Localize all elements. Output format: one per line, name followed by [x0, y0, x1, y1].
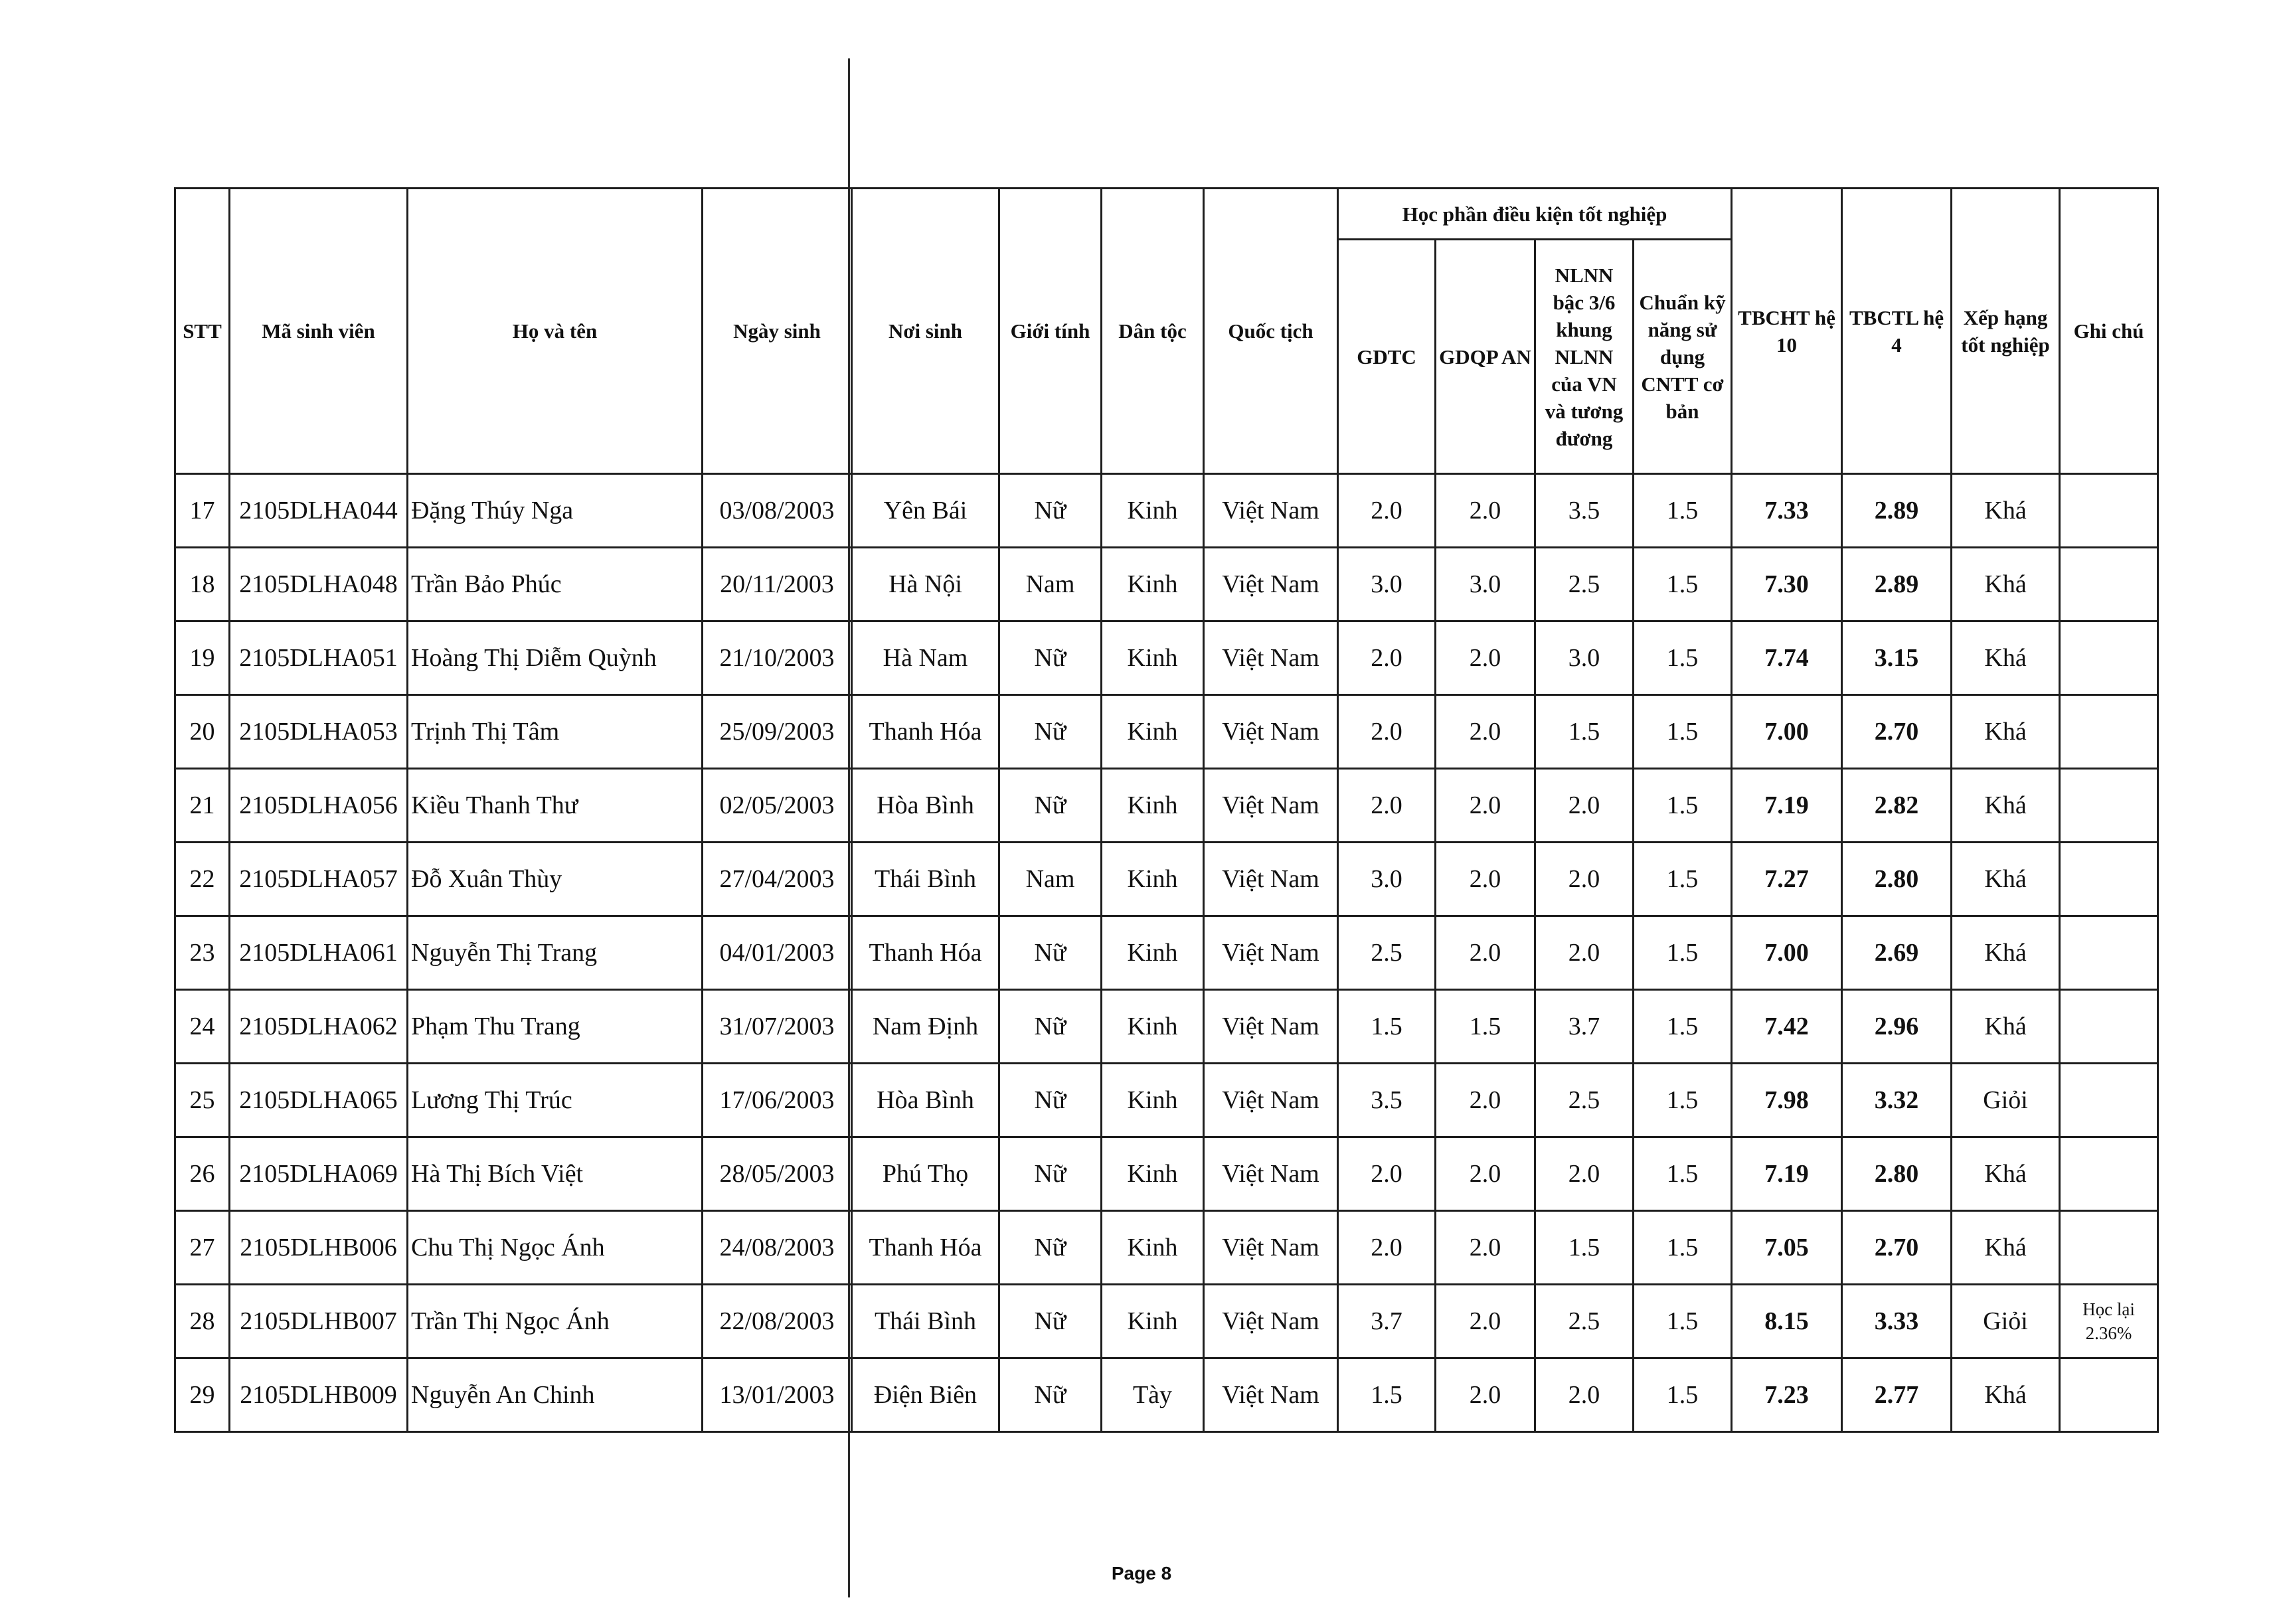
cell-ethnicity: Kinh [1102, 990, 1204, 1064]
cell-nlnn: 3.7 [1535, 990, 1634, 1064]
cell-notes [2060, 621, 2158, 695]
table-row [175, 1137, 2158, 1211]
cell-gender: Nam [999, 843, 1102, 916]
cell-tbcht: 7.33 [1732, 474, 1842, 548]
cell-full-name: Nguyễn An Chinh [408, 1358, 703, 1432]
cell-gdtc: 2.0 [1338, 769, 1436, 843]
graduation-table [174, 187, 2159, 1433]
cell-birth-date: 27/04/2003 [703, 843, 852, 916]
cell-tbctl: 2.70 [1842, 695, 1952, 769]
cell-gender: Nữ [999, 990, 1102, 1064]
cell-gdtc: 3.7 [1338, 1285, 1436, 1358]
cell-tbctl: 3.15 [1842, 621, 1952, 695]
cell-gender: Nam [999, 548, 1102, 621]
table-row [175, 769, 2158, 843]
cell-notes [2060, 990, 2158, 1064]
cell-stt: 24 [175, 990, 230, 1064]
header-gdtc: GDTC [1338, 240, 1436, 474]
cell-ethnicity: Kinh [1102, 1137, 1204, 1211]
cell-tbctl: 2.80 [1842, 1137, 1952, 1211]
cell-ethnicity: Kinh [1102, 548, 1204, 621]
cell-tbctl: 2.96 [1842, 990, 1952, 1064]
cell-student-id: 2105DLHA053 [230, 695, 408, 769]
cell-tbcht: 7.98 [1732, 1064, 1842, 1137]
cell-nlnn: 2.0 [1535, 843, 1634, 916]
cell-nationality: Việt Nam [1204, 548, 1338, 621]
cell-notes [2060, 1211, 2158, 1285]
cell-gdtc: 3.0 [1338, 843, 1436, 916]
cell-tbctl: 2.80 [1842, 843, 1952, 916]
cell-nlnn: 1.5 [1535, 695, 1634, 769]
cell-cntt: 1.5 [1634, 843, 1732, 916]
cell-ethnicity: Kinh [1102, 621, 1204, 695]
header-cntt: Chuẩn kỹ năng sử dụng CNTT cơ bản [1634, 240, 1732, 474]
cell-nlnn: 1.5 [1535, 1211, 1634, 1285]
table-body [175, 474, 2158, 1432]
cell-nationality: Việt Nam [1204, 843, 1338, 916]
cell-ethnicity: Kinh [1102, 695, 1204, 769]
cell-full-name: Trần Thị Ngọc Ánh [408, 1285, 703, 1358]
cell-ethnicity: Kinh [1102, 474, 1204, 548]
cell-gender: Nữ [999, 695, 1102, 769]
cell-nationality: Việt Nam [1204, 474, 1338, 548]
cell-birth-date: 22/08/2003 [703, 1285, 852, 1358]
cell-birth-place: Thanh Hóa [852, 695, 999, 769]
cell-ethnicity: Kinh [1102, 1064, 1204, 1137]
cell-notes [2060, 769, 2158, 843]
cell-nlnn: 2.0 [1535, 769, 1634, 843]
table-row [175, 916, 2158, 990]
cell-stt: 29 [175, 1358, 230, 1432]
cell-student-id: 2105DLHB007 [230, 1285, 408, 1358]
cell-birth-place: Điện Biên [852, 1358, 999, 1432]
cell-birth-place: Yên Bái [852, 474, 999, 548]
cell-ranking: Khá [1952, 474, 2060, 548]
cell-ethnicity: Kinh [1102, 1285, 1204, 1358]
cell-notes [2060, 843, 2158, 916]
cell-student-id: 2105DLHA061 [230, 916, 408, 990]
cell-full-name: Hà Thị Bích Việt [408, 1137, 703, 1211]
cell-tbcht: 7.05 [1732, 1211, 1842, 1285]
table-row [175, 621, 2158, 695]
cell-cntt: 1.5 [1634, 1137, 1732, 1211]
cell-cntt: 1.5 [1634, 916, 1732, 990]
cell-ethnicity: Kinh [1102, 769, 1204, 843]
cell-notes [2060, 695, 2158, 769]
cell-nlnn: 2.0 [1535, 1137, 1634, 1211]
cell-full-name: Hoàng Thị Diễm Quỳnh [408, 621, 703, 695]
table-row [175, 1064, 2158, 1137]
cell-tbcht: 7.00 [1732, 916, 1842, 990]
cell-stt: 18 [175, 548, 230, 621]
cell-nationality: Việt Nam [1204, 1137, 1338, 1211]
cell-tbcht: 7.23 [1732, 1358, 1842, 1432]
cell-birth-place: Thái Bình [852, 1285, 999, 1358]
cell-stt: 23 [175, 916, 230, 990]
cell-cntt: 1.5 [1634, 1358, 1732, 1432]
cell-gdtc: 2.0 [1338, 1211, 1436, 1285]
cell-full-name: Chu Thị Ngọc Ánh [408, 1211, 703, 1285]
cell-student-id: 2105DLHB009 [230, 1358, 408, 1432]
cell-stt: 21 [175, 769, 230, 843]
cell-gender: Nữ [999, 1211, 1102, 1285]
table-row [175, 695, 2158, 769]
cell-gender: Nữ [999, 621, 1102, 695]
table-row [175, 990, 2158, 1064]
cell-gender: Nữ [999, 1285, 1102, 1358]
cell-notes [2060, 548, 2158, 621]
cell-tbcht: 7.19 [1732, 1137, 1842, 1211]
cell-gdqp: 2.0 [1436, 1285, 1535, 1358]
cell-tbcht: 7.19 [1732, 769, 1842, 843]
cell-ranking: Khá [1952, 1137, 2060, 1211]
cell-notes [2060, 474, 2158, 548]
cell-student-id: 2105DLHA051 [230, 621, 408, 695]
cell-cntt: 1.5 [1634, 769, 1732, 843]
cell-gdqp: 3.0 [1436, 548, 1535, 621]
table-row [175, 1358, 2158, 1432]
cell-ethnicity: Kinh [1102, 1211, 1204, 1285]
cell-birth-date: 28/05/2003 [703, 1137, 852, 1211]
cell-birth-place: Nam Định [852, 990, 999, 1064]
cell-tbctl: 3.32 [1842, 1064, 1952, 1137]
cell-student-id: 2105DLHA069 [230, 1137, 408, 1211]
cell-cntt: 1.5 [1634, 1285, 1732, 1358]
cell-birth-place: Thanh Hóa [852, 916, 999, 990]
table-row [175, 474, 2158, 548]
cell-full-name: Kiều Thanh Thư [408, 769, 703, 843]
cell-ethnicity: Kinh [1102, 916, 1204, 990]
cell-ethnicity: Kinh [1102, 843, 1204, 916]
cell-gdqp: 2.0 [1436, 843, 1535, 916]
cell-gdtc: 3.5 [1338, 1064, 1436, 1137]
cell-cntt: 1.5 [1634, 621, 1732, 695]
cell-birth-date: 25/09/2003 [703, 695, 852, 769]
cell-gdqp: 2.0 [1436, 769, 1535, 843]
cell-nationality: Việt Nam [1204, 1285, 1338, 1358]
cell-birth-place: Hà Nội [852, 548, 999, 621]
cell-birth-place: Thanh Hóa [852, 1211, 999, 1285]
cell-gdtc: 2.5 [1338, 916, 1436, 990]
cell-nlnn: 2.5 [1535, 1064, 1634, 1137]
cell-birth-date: 31/07/2003 [703, 990, 852, 1064]
cell-gdtc: 1.5 [1338, 990, 1436, 1064]
cell-stt: 28 [175, 1285, 230, 1358]
cell-gender: Nữ [999, 1358, 1102, 1432]
cell-full-name: Lương Thị Trúc [408, 1064, 703, 1137]
cell-nationality: Việt Nam [1204, 1064, 1338, 1137]
cell-birth-place: Hòa Bình [852, 769, 999, 843]
cell-cntt: 1.5 [1634, 990, 1732, 1064]
cell-ranking: Khá [1952, 1211, 2060, 1285]
cell-nlnn: 3.5 [1535, 474, 1634, 548]
header-full-name: Họ và tên [408, 189, 703, 474]
cell-birth-place: Phú Thọ [852, 1137, 999, 1211]
cell-tbctl: 2.89 [1842, 548, 1952, 621]
cell-notes: Học lại 2.36% [2060, 1285, 2158, 1358]
cell-student-id: 2105DLHA057 [230, 843, 408, 916]
cell-gdqp: 2.0 [1436, 1211, 1535, 1285]
cell-tbcht: 8.15 [1732, 1285, 1842, 1358]
cell-nationality: Việt Nam [1204, 990, 1338, 1064]
cell-nationality: Việt Nam [1204, 695, 1338, 769]
header-ethnicity: Dân tộc [1102, 189, 1204, 474]
header-graduation-conditions: Học phần điều kiện tốt nghiệp [1338, 189, 1732, 240]
cell-ranking: Giỏi [1952, 1064, 2060, 1137]
cell-nationality: Việt Nam [1204, 769, 1338, 843]
page-number: Page 8 [1111, 1563, 1172, 1583]
cell-gdqp: 2.0 [1436, 916, 1535, 990]
cell-student-id: 2105DLHA065 [230, 1064, 408, 1137]
cell-gdqp: 2.0 [1436, 621, 1535, 695]
cell-tbctl: 3.33 [1842, 1285, 1952, 1358]
cell-ranking: Khá [1952, 990, 2060, 1064]
cell-student-id: 2105DLHA044 [230, 474, 408, 548]
header-notes: Ghi chú [2060, 189, 2158, 474]
header-tbcht: TBCHT hệ 10 [1732, 189, 1842, 474]
cell-ranking: Khá [1952, 1358, 2060, 1432]
header-nlnn: NLNN bậc 3/6 khung NLNN của VN và tương đương [1535, 240, 1634, 474]
cell-stt: 27 [175, 1211, 230, 1285]
header-nationality: Quốc tịch [1204, 189, 1338, 474]
cell-birth-date: 17/06/2003 [703, 1064, 852, 1137]
cell-stt: 19 [175, 621, 230, 695]
cell-stt: 26 [175, 1137, 230, 1211]
cell-nlnn: 2.5 [1535, 548, 1634, 621]
cell-birth-date: 24/08/2003 [703, 1211, 852, 1285]
cell-birth-place: Hà Nam [852, 621, 999, 695]
cell-full-name: Đặng Thúy Nga [408, 474, 703, 548]
cell-student-id: 2105DLHA056 [230, 769, 408, 843]
cell-birth-date: 03/08/2003 [703, 474, 852, 548]
cell-tbcht: 7.30 [1732, 548, 1842, 621]
cell-gdtc: 3.0 [1338, 548, 1436, 621]
cell-gender: Nữ [999, 1137, 1102, 1211]
cell-nationality: Việt Nam [1204, 1211, 1338, 1285]
cell-gdtc: 2.0 [1338, 695, 1436, 769]
cell-birth-date: 21/10/2003 [703, 621, 852, 695]
cell-cntt: 1.5 [1634, 1211, 1732, 1285]
header-tbctl: TBCTL hệ 4 [1842, 189, 1952, 474]
cell-cntt: 1.5 [1634, 548, 1732, 621]
cell-full-name: Trịnh Thị Tâm [408, 695, 703, 769]
cell-full-name: Nguyễn Thị Trang [408, 916, 703, 990]
cell-ethnicity: Tày [1102, 1358, 1204, 1432]
cell-student-id: 2105DLHB006 [230, 1211, 408, 1285]
cell-tbcht: 7.42 [1732, 990, 1842, 1064]
cell-gdqp: 2.0 [1436, 1064, 1535, 1137]
cell-gender: Nữ [999, 769, 1102, 843]
cell-tbcht: 7.27 [1732, 843, 1842, 916]
cell-student-id: 2105DLHA062 [230, 990, 408, 1064]
cell-full-name: Đỗ Xuân Thùy [408, 843, 703, 916]
cell-nationality: Việt Nam [1204, 1358, 1338, 1432]
header-student-id: Mã sinh viên [230, 189, 408, 474]
cell-stt: 22 [175, 843, 230, 916]
cell-birth-date: 13/01/2003 [703, 1358, 852, 1432]
cell-nlnn: 3.0 [1535, 621, 1634, 695]
cell-ranking: Khá [1952, 695, 2060, 769]
cell-ranking: Khá [1952, 548, 2060, 621]
cell-notes [2060, 916, 2158, 990]
cell-tbctl: 2.89 [1842, 474, 1952, 548]
cell-notes [2060, 1137, 2158, 1211]
cell-birth-date: 04/01/2003 [703, 916, 852, 990]
cell-nlnn: 2.0 [1535, 1358, 1634, 1432]
cell-cntt: 1.5 [1634, 474, 1732, 548]
cell-tbcht: 7.00 [1732, 695, 1842, 769]
cell-tbctl: 2.77 [1842, 1358, 1952, 1432]
cell-gdqp: 1.5 [1436, 990, 1535, 1064]
cell-birth-place: Thái Bình [852, 843, 999, 916]
cell-tbcht: 7.74 [1732, 621, 1842, 695]
cell-ranking: Khá [1952, 769, 2060, 843]
cell-nationality: Việt Nam [1204, 916, 1338, 990]
cell-stt: 20 [175, 695, 230, 769]
cell-notes [2060, 1358, 2158, 1432]
header-stt: STT [175, 189, 230, 474]
table-row [175, 1211, 2158, 1285]
cell-full-name: Trần Bảo Phúc [408, 548, 703, 621]
cell-tbctl: 2.70 [1842, 1211, 1952, 1285]
cell-gender: Nữ [999, 916, 1102, 990]
cell-ranking: Khá [1952, 843, 2060, 916]
header-birth-date: Ngày sinh [703, 189, 852, 474]
cell-notes [2060, 1064, 2158, 1137]
cell-gender: Nữ [999, 474, 1102, 548]
cell-cntt: 1.5 [1634, 695, 1732, 769]
cell-gdqp: 2.0 [1436, 1358, 1535, 1432]
table-row [175, 548, 2158, 621]
cell-birth-place: Hòa Bình [852, 1064, 999, 1137]
cell-gdtc: 1.5 [1338, 1358, 1436, 1432]
cell-gdtc: 2.0 [1338, 474, 1436, 548]
header-gender: Giới tính [999, 189, 1102, 474]
cell-full-name: Phạm Thu Trang [408, 990, 703, 1064]
table-row [175, 843, 2158, 916]
cell-gdqp: 2.0 [1436, 1137, 1535, 1211]
cell-tbctl: 2.82 [1842, 769, 1952, 843]
cell-birth-date: 20/11/2003 [703, 548, 852, 621]
cell-gdtc: 2.0 [1338, 1137, 1436, 1211]
cell-gdqp: 2.0 [1436, 695, 1535, 769]
cell-nationality: Việt Nam [1204, 621, 1338, 695]
cell-gdtc: 2.0 [1338, 621, 1436, 695]
table-row [175, 1285, 2158, 1358]
cell-gender: Nữ [999, 1064, 1102, 1137]
cell-stt: 17 [175, 474, 230, 548]
cell-nlnn: 2.0 [1535, 916, 1634, 990]
cell-gdqp: 2.0 [1436, 474, 1535, 548]
cell-tbctl: 2.69 [1842, 916, 1952, 990]
header-gdqp: GDQP AN [1436, 240, 1535, 474]
cell-nlnn: 2.5 [1535, 1285, 1634, 1358]
cell-ranking: Khá [1952, 621, 2060, 695]
cell-ranking: Khá [1952, 916, 2060, 990]
cell-birth-date: 02/05/2003 [703, 769, 852, 843]
cell-student-id: 2105DLHA048 [230, 548, 408, 621]
header-ranking: Xếp hạng tốt nghiệp [1952, 189, 2060, 474]
cell-ranking: Giỏi [1952, 1285, 2060, 1358]
cell-stt: 25 [175, 1064, 230, 1137]
cell-cntt: 1.5 [1634, 1064, 1732, 1137]
header-birth-place: Nơi sinh [852, 189, 999, 474]
